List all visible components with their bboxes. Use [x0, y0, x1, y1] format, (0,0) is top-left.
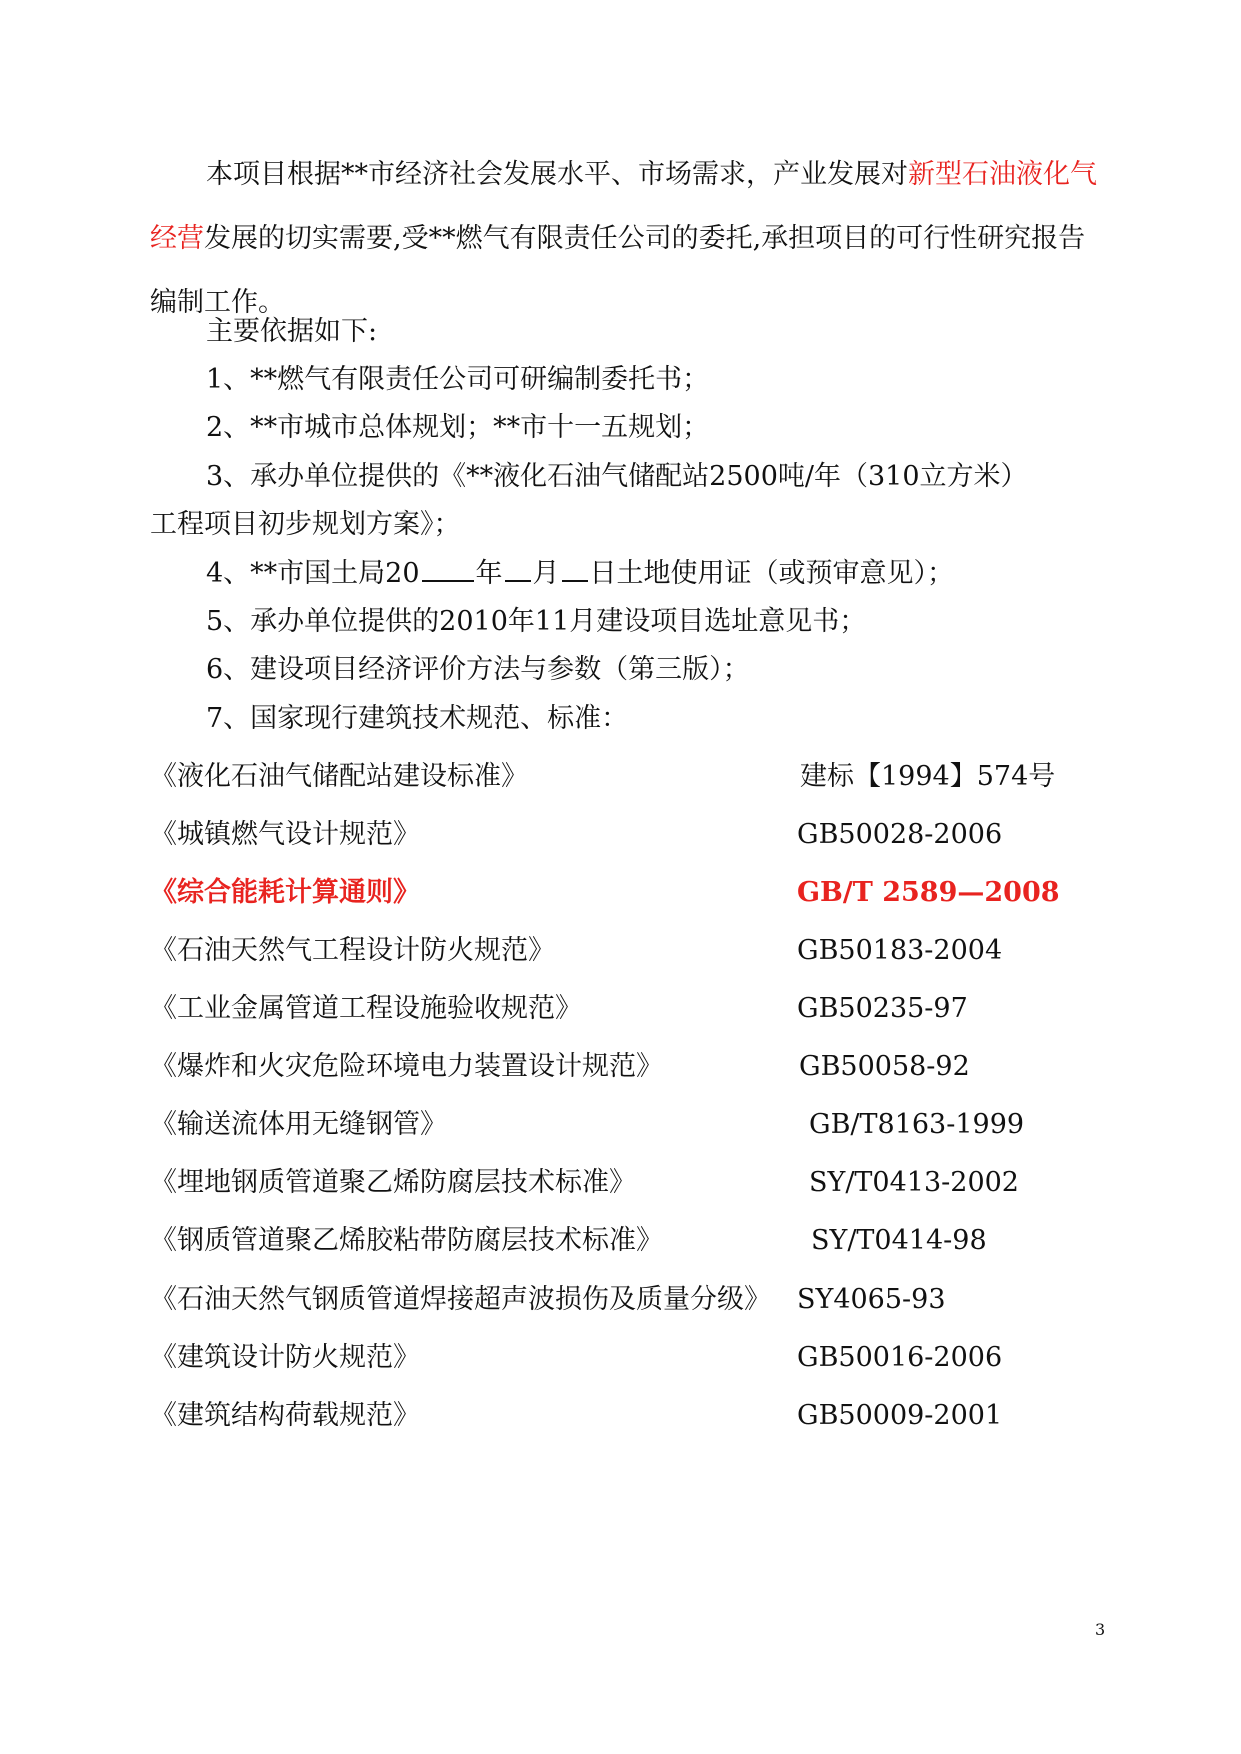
basis-item-6: 6、建设项目经济评价方法与参数（第三版）；	[206, 654, 750, 685]
standard-code: SY/T0413-2002	[809, 1167, 1019, 1198]
standard-title: 《综合能耗计算通则》	[150, 877, 420, 908]
standard-title: 《石油天然气钢质管道焊接超声波损伤及质量分级》	[150, 1284, 771, 1315]
page-number: 3	[1095, 1620, 1106, 1639]
day-blank	[562, 554, 588, 582]
standard-title: 《工业金属管道工程设施验收规范》	[150, 993, 582, 1024]
intro-paragraph	[150, 143, 1110, 335]
standard-code: GB50058-92	[799, 1051, 970, 1082]
standard-code: GB50183-2004	[797, 935, 1003, 966]
standard-code: GB50009-2001	[797, 1400, 1003, 1431]
item4-prefix: 4、**市国土局20	[206, 558, 420, 589]
standard-title: 《输送流体用无缝钢管》	[150, 1109, 447, 1140]
standard-code: SY4065-93	[797, 1284, 946, 1315]
item4-month-label: 月	[532, 558, 560, 589]
standard-title: 《埋地钢质管道聚乙烯防腐层技术标准》	[150, 1167, 636, 1198]
standard-code: GB/T 2589—2008	[797, 877, 1060, 908]
basis-item-2: 2、**市城市总体规划；**市十一五规划；	[206, 412, 710, 443]
intro-highlight: 新型石油液化气经营	[150, 159, 1097, 254]
basis-item-3-line-1: 3、承办单位提供的《**液化石油气储配站2500吨/年（310立方米）	[206, 461, 1028, 492]
standard-code: GB50235-97	[797, 993, 968, 1024]
standard-code: GB/T8163-1999	[809, 1109, 1025, 1140]
item4-suffix: 日土地使用证（或预审意见）；	[589, 558, 955, 589]
intro-text-part2: 发展的切实需要,受**燃气有限责任公司的委托,承担项目的可行性研究报告编制工作。	[150, 223, 1086, 318]
standard-title: 《城镇燃气设计规范》	[150, 819, 420, 850]
standard-code: SY/T0414-98	[811, 1225, 987, 1256]
standard-title: 《钢质管道聚乙烯胶粘带防腐层技术标准》	[150, 1225, 663, 1256]
year-blank	[422, 554, 474, 582]
standard-code: 建标【1994】574号	[800, 761, 1056, 792]
standard-code: GB50016-2006	[797, 1342, 1003, 1373]
standard-code: GB50028-2006	[797, 819, 1003, 850]
basis-heading: 主要依据如下:	[206, 316, 378, 347]
basis-item-7: 7、国家现行建筑技术规范、标准：	[206, 703, 629, 734]
standard-title: 《建筑设计防火规范》	[150, 1342, 420, 1373]
standard-title: 《建筑结构荷载规范》	[150, 1400, 420, 1431]
basis-item-4	[206, 554, 954, 594]
month-blank	[505, 554, 531, 582]
standard-title: 《石油天然气工程设计防火规范》	[150, 935, 555, 966]
intro-text-part1: 本项目根据**市经济社会发展水平、市场需求，产业发展对	[206, 159, 908, 190]
basis-item-5: 5、承办单位提供的2010年11月建设项目选址意见书；	[206, 606, 867, 637]
standard-title: 《爆炸和火灾危险环境电力装置设计规范》	[150, 1051, 663, 1082]
standard-title: 《液化石油气储配站建设标准》	[150, 761, 528, 792]
item4-year-label: 年	[475, 558, 503, 589]
basis-item-1: 1、**燃气有限责任公司可研编制委托书；	[206, 364, 710, 395]
basis-item-3-line-2: 工程项目初步规划方案》；	[150, 509, 461, 540]
